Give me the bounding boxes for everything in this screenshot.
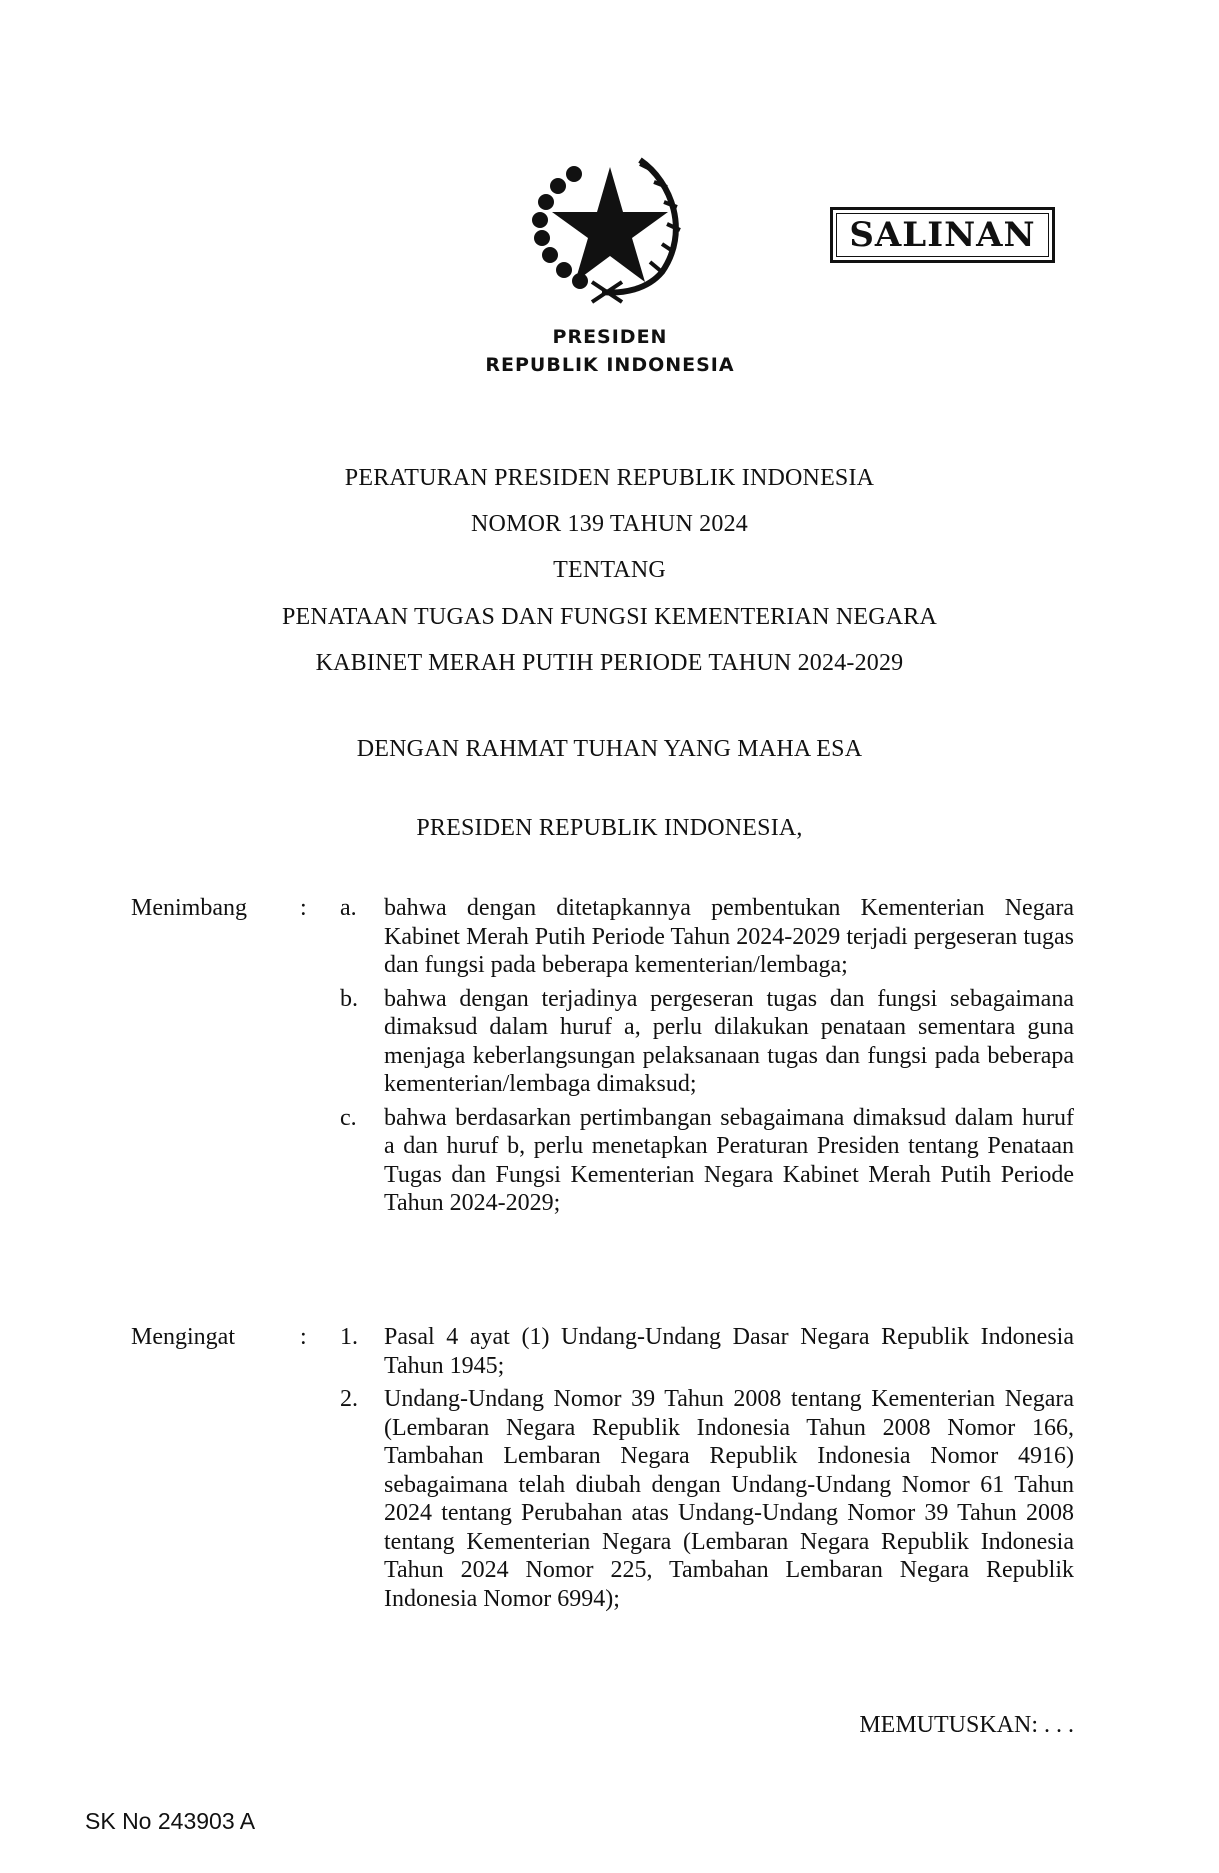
invocation: DENGAN RAHMAT TUHAN YANG MAHA ESA (356, 736, 863, 762)
menimbang-section (131, 894, 1074, 1223)
salinan-stamp (830, 207, 1055, 263)
menimbang-item (340, 985, 1074, 1099)
item-marker: c. (340, 1104, 357, 1131)
item-marker: 1. (340, 1324, 358, 1350)
item-marker: a. (340, 895, 357, 921)
salinan-label: SALINAN (849, 215, 1036, 255)
emblem-caption-republik: REPUBLIK INDONESIA (485, 354, 735, 376)
title-subject-2: KABINET MERAH PUTIH PERIODE TAHUN 2024-2029 (315, 650, 904, 676)
item-marker: 2. (340, 1386, 358, 1412)
item-text: Undang-Undang Nomor 39 Tahun 2008 tentang Kementerian Negara (Lembaran Negara Republik Indonesia Tahun 2008 Nomor 166, Tambahan Lembaran Negara Republik Indonesia Nomor 4916) sebagaimana telah diubah dengan Undang-Undang Nomor 61 Tahun 2024 tentang Perubahan atas Undang-Undang Nomor 39 Tahun 2008 tentang Kementerian Negara (Lembaran Negara Republik Indonesia Tahun 2024 Nomor 225, Tambahan Lembaran Negara Republik Indonesia Nomor 6994); (384, 1386, 1074, 1612)
title-tentang: TENTANG (553, 557, 666, 583)
mengingat-section (131, 1323, 1074, 1618)
emblem-caption-presiden: PRESIDEN (552, 326, 668, 348)
item-marker: b. (340, 985, 358, 1012)
menimbang-colon: : (300, 895, 307, 921)
item-text: bahwa dengan ditetapkannya pembentukan Kementerian Negara Kabinet Merah Putih Periode Tahun 2024-2029 terjadi pergeseran tugas dan fungsi pada beberapa kementerian/lembaga; (384, 895, 1074, 978)
item-text: bahwa berdasarkan pertimbangan sebagaimana dimaksud dalam huruf a dan huruf b, perlu menetapkan Peraturan Presiden tentang Penataan Tugas dan Fungsi Kementerian Negara Kabinet Merah Putih Periode Tahun 2024-2029; (384, 1104, 1074, 1216)
item-text: Pasal 4 ayat (1) Undang-Undang Dasar Negara Republik Indonesia Tahun 1945; (384, 1324, 1074, 1379)
mengingat-label: Mengingat (131, 1324, 235, 1350)
sk-number: SK No 243903 A (85, 1808, 256, 1834)
mengingat-item (340, 1323, 1074, 1380)
title-number: NOMOR 139 TAHUN 2024 (471, 511, 748, 537)
continuation-marker: MEMUTUSKAN: . . . (859, 1712, 1074, 1738)
mengingat-item (340, 1385, 1074, 1613)
item-text: bahwa dengan terjadinya pergeseran tugas dan fungsi sebagaimana dimaksud dalam huruf a, perlu dilakukan penataan sementara guna menjaga keberlangsungan pelaksanaan tugas dan fungsi pada beberapa kementerian/lembaga dimaksud; (384, 985, 1074, 1097)
menimbang-item (340, 894, 1074, 980)
menimbang-label: Menimbang (131, 895, 247, 921)
mengingat-colon: : (300, 1324, 307, 1350)
presidential-emblem-icon (522, 142, 692, 307)
authority: PRESIDEN REPUBLIK INDONESIA, (416, 815, 803, 841)
menimbang-item (340, 1104, 1074, 1218)
title-subject-1: PENATAAN TUGAS DAN FUNGSI KEMENTERIAN NEGARA (281, 604, 938, 630)
title-regulation: PERATURAN PRESIDEN REPUBLIK INDONESIA (344, 465, 875, 491)
